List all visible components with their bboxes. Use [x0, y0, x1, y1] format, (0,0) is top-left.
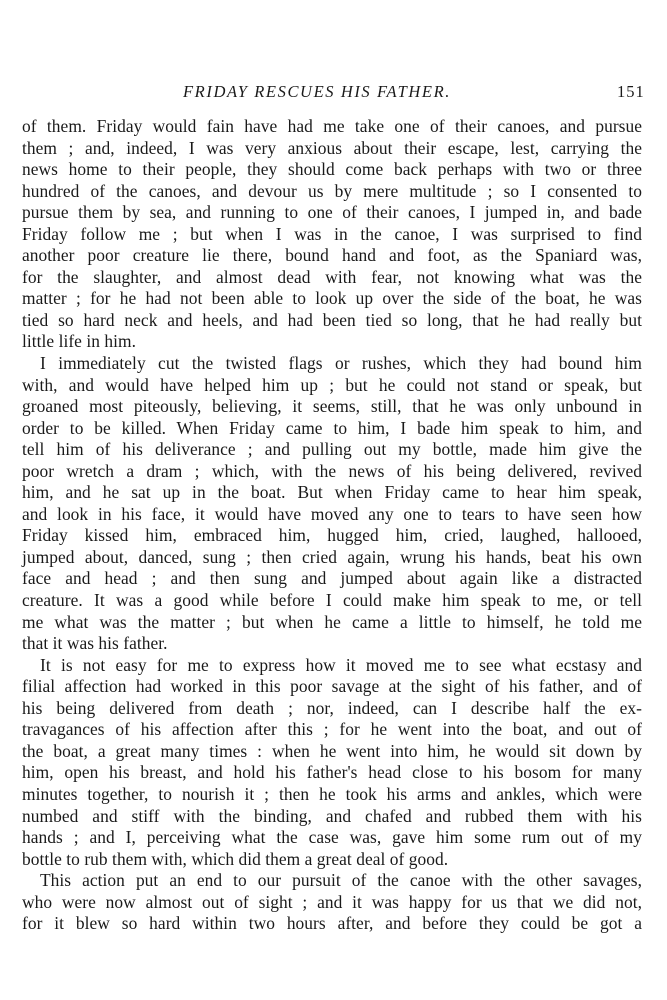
text-line: bottle to rub them with, which did them a great deal of good.: [22, 848, 449, 869]
paragraph-2: [22, 353, 642, 655]
text-line: another poor creature lie there, bound hand and foot, as the Spaniard was,: [22, 245, 642, 266]
text-line: matter ; for he had not been able to look up over the side of the boat, he was: [22, 288, 642, 309]
text-line: and look in his face, it would have moved any one to tears to have seen how: [22, 503, 642, 524]
text-line: that it was his father.: [22, 633, 168, 654]
text-line: jumped about, danced, sung ; then cried again, wrung his hands, beat his own: [22, 546, 642, 567]
text-line: the boat, a great many times : when he went into him, he would sit down by: [22, 740, 642, 761]
text-line: filial affection had worked in this poor savage at the sight of his father, and of: [22, 676, 642, 697]
text-line: creature. It was a good while before I could make him speak to me, or tell: [22, 590, 642, 611]
text-line: Friday kissed him, embraced him, hugged him, cried, laughed, hallooed,: [22, 525, 642, 546]
text-line: It is not easy for me to express how it moved me to see what ecstasy and: [40, 654, 642, 675]
paragraph-1: [22, 116, 642, 353]
running-head: [0, 82, 667, 106]
text-line: hands ; and I, perceiving what the case was, gave him some rum out of my: [22, 827, 642, 848]
running-title: FRIDAY RESCUES HIS FATHER.: [183, 82, 451, 101]
text-line: him, open his breast, and hold his father's head close to his bosom for many: [22, 762, 642, 783]
text-line: for it blew so hard within two hours after, and before they could be got a: [22, 913, 642, 934]
text-line: of them. Friday would fain have had me take one of their canoes, and pursue: [22, 116, 642, 136]
text-line: I immediately cut the twisted flags or rushes, which they had bound him: [40, 353, 642, 374]
text-line: poor wretch a dram ; which, with the news of his being delivered, revived: [22, 460, 642, 481]
text-line: This action put an end to our pursuit of the canoe with the other savages,: [40, 870, 642, 891]
text-line: Friday follow me ; but when I was in the canoe, I was surprised to find: [22, 223, 642, 244]
text-line: them ; and, indeed, I was very anxious about their escape, lest, carrying the: [22, 137, 642, 158]
text-line: travagances of his affection after this ; for he went into the boat, and out of: [22, 719, 642, 740]
text-line: pursue them by sea, and running to one of their canoes, I jumped in, and bade: [22, 202, 642, 223]
page-number: 151: [617, 82, 645, 101]
text-line: minutes together, to nourish it ; then he took his arms and ankles, which were: [22, 783, 642, 804]
text-line: tell him of his deliverance ; and pulling out my bottle, made him give the: [22, 439, 642, 460]
text-line: with, and would have helped him up ; but he could not stand or speak, but: [22, 374, 642, 395]
text-line: news home to their people, they should come back perhaps with two or three: [22, 159, 642, 180]
text-line: who were now almost out of sight ; and it was happy for us that we did not,: [22, 891, 642, 912]
text-line: for the slaughter, and almost dead with fear, not knowing what was the: [22, 266, 642, 287]
text-line: order to be killed. When Friday came to him, I bade him speak to him, and: [22, 417, 642, 438]
text-line: groaned most piteously, believing, it seems, still, that he was only unbound in: [22, 396, 642, 417]
text-line: little life in him.: [22, 331, 136, 352]
text-line: face and head ; and then sung and jumped about again like a distracted: [22, 568, 642, 589]
paragraph-3: [22, 655, 642, 870]
text-line: his being delivered from death ; nor, indeed, can I describe half the ex-: [22, 697, 642, 718]
paragraph-4: [22, 870, 642, 935]
text-line: me what was the matter ; but when he came a little to himself, he told me: [22, 611, 642, 632]
body-text: [22, 116, 642, 935]
text-line: him, and he sat up in the boat. But when Friday came to hear him speak,: [22, 482, 642, 503]
text-line: hundred of the canoes, and devour us by mere multitude ; so I consented to: [22, 180, 642, 201]
text-line: numbed and stiff with the binding, and chafed and rubbed them with his: [22, 805, 642, 826]
text-line: tied so hard neck and heels, and had been tied so long, that he had really but: [22, 309, 642, 330]
